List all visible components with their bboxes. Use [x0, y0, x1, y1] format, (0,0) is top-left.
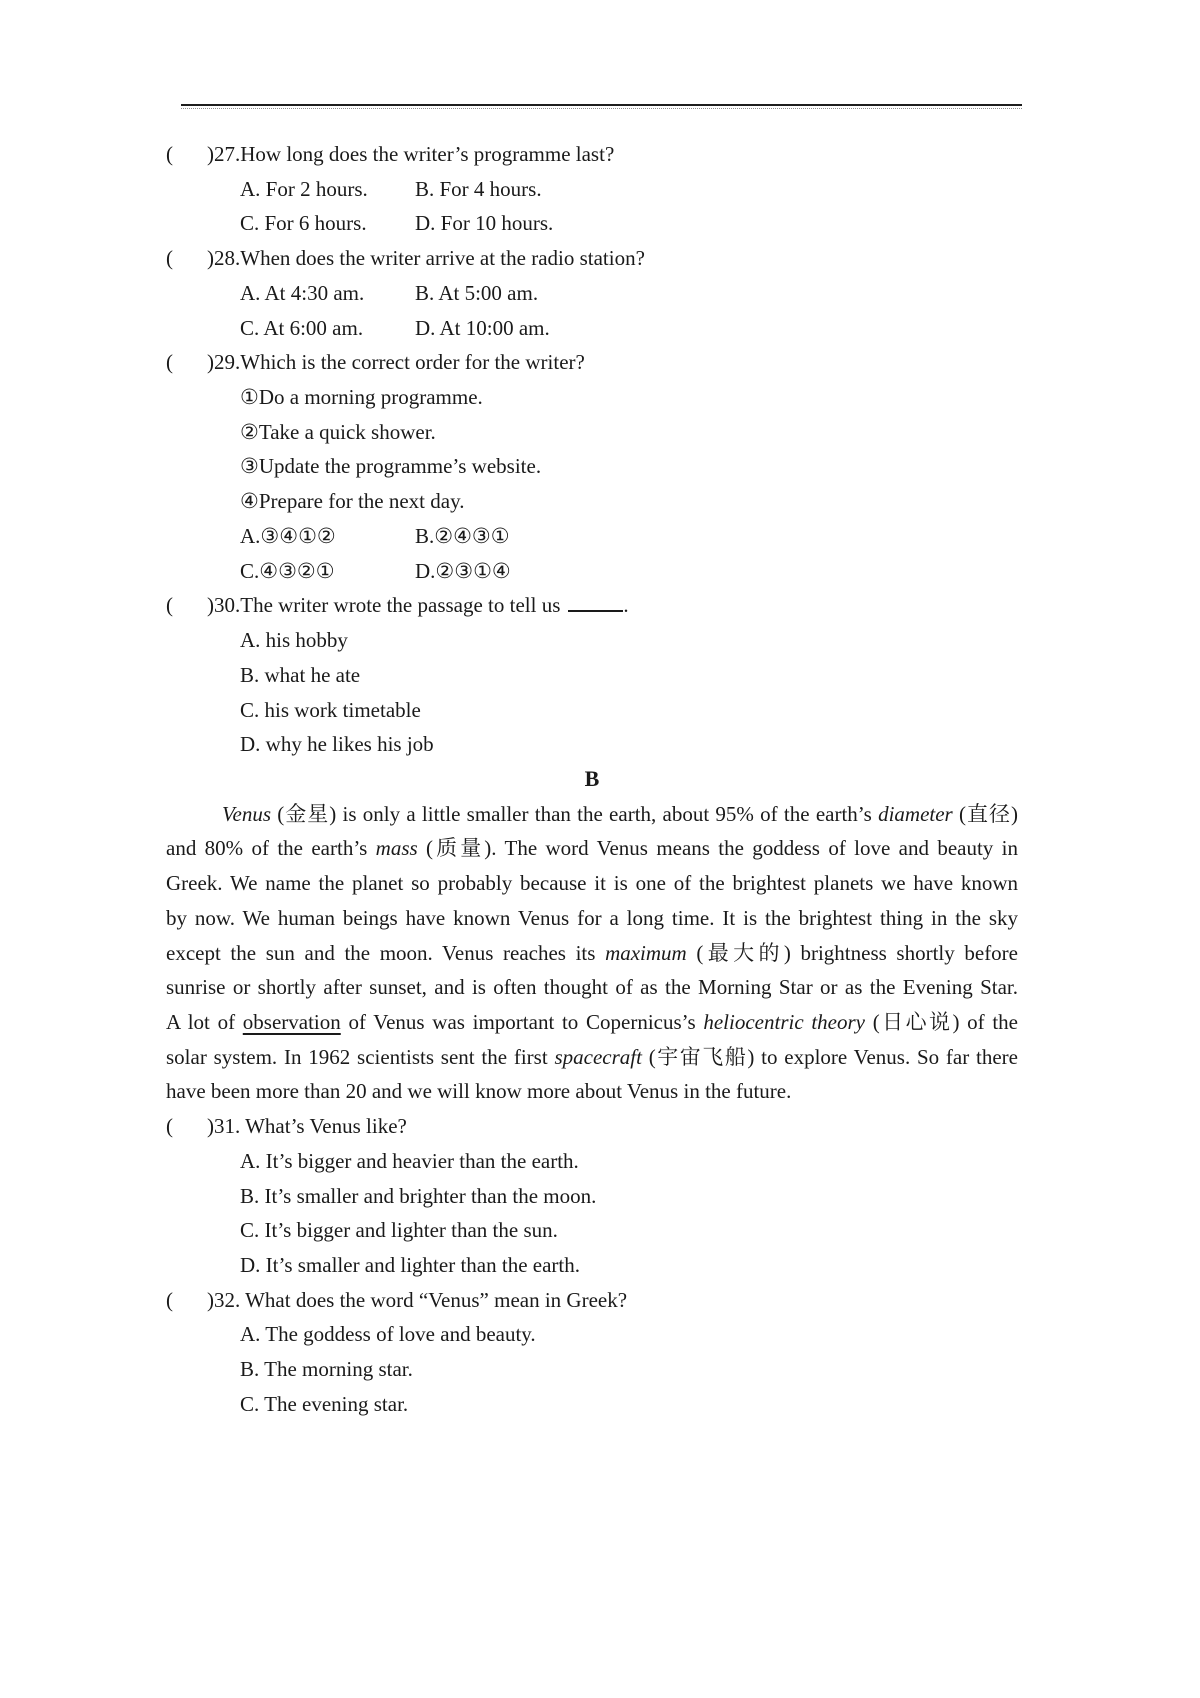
answer-blank-parens: (: [166, 246, 173, 271]
question-29-item-2: [166, 415, 1018, 450]
passage-text: (最大的) brightness shortly before: [686, 940, 1018, 965]
blank-suffix: .: [623, 593, 629, 618]
question-32-option-c: [166, 1387, 1018, 1422]
italic-term: spacecraft: [554, 1044, 642, 1069]
question-32-option-b: [166, 1352, 1018, 1387]
question-30-option-a: [166, 623, 1018, 658]
passage-line-7: [166, 1005, 1018, 1040]
question-31-option-a: [166, 1144, 1018, 1179]
option-label: C. For 6 hours.: [240, 211, 367, 236]
option-label: ④Prepare for the next day.: [240, 489, 465, 514]
option-label: B.②④③①: [415, 523, 510, 548]
question-text: )29.Which is the correct order for the writer?: [207, 350, 585, 375]
question-28-options-cd: [166, 311, 1018, 346]
option-label: C.④③②①: [240, 558, 335, 583]
option-label: A.③④①②: [240, 523, 336, 548]
question-27: [166, 137, 1018, 172]
passage-text: Greek. We name the planet so probably because it is one of the brightest planets we have known: [166, 871, 1018, 896]
question-30-option-b: [166, 658, 1018, 693]
option-label: B. For 4 hours.: [415, 176, 542, 201]
question-29: [166, 345, 1018, 380]
option-label: ③Update the programme’s website.: [240, 454, 542, 479]
passage-text: have been more than 20 and we will know more about Venus in the future.: [166, 1079, 792, 1104]
passage-text: (金星) is only a little smaller than the earth, about 95% of the earth’s: [271, 801, 879, 826]
question-text: )31. What’s Venus like?: [207, 1114, 407, 1139]
question-32-option-a: [166, 1317, 1018, 1352]
question-30-option-c: [166, 693, 1018, 728]
passage-text: by now. We human beings have known Venus for a long time. It is the brightest thing in the sky: [166, 905, 1018, 930]
italic-term: Venus: [222, 801, 271, 826]
exam-content: [166, 137, 1018, 1422]
passage-line-1: [166, 797, 1018, 832]
italic-term: heliocentric theory: [703, 1009, 865, 1034]
passage-text: (质量). The word Venus means the goddess of love and beauty in: [417, 836, 1018, 861]
question-31: [166, 1109, 1018, 1144]
italic-term: mass: [375, 836, 418, 861]
section-b-heading: B: [584, 765, 600, 791]
fill-in-blank: [568, 589, 623, 612]
passage-line-9: [166, 1074, 1018, 1109]
passage-text: except the sun and the moon. Venus reaches its: [166, 940, 606, 965]
option-label: ②Take a quick shower.: [240, 419, 436, 444]
answer-blank-parens: (: [166, 1114, 173, 1139]
passage-text: A lot of: [166, 1009, 243, 1034]
answer-blank-parens: (: [166, 350, 173, 375]
italic-term: maximum: [605, 940, 687, 965]
question-text: )28.When does the writer arrive at the radio station?: [207, 246, 645, 271]
option-label: C. It’s bigger and lighter than the sun.: [240, 1218, 558, 1243]
option-label: A. For 2 hours.: [240, 176, 368, 201]
passage-line-5: [166, 936, 1018, 971]
answer-blank-parens: (: [166, 1287, 173, 1312]
question-29-item-3: [166, 449, 1018, 484]
option-label: C. The evening star.: [240, 1391, 409, 1416]
question-29-item-4: [166, 484, 1018, 519]
option-label: B. what he ate: [240, 662, 361, 687]
question-32: [166, 1283, 1018, 1318]
passage-line-4: [166, 901, 1018, 936]
passage-text: solar system. In 1962 scientists sent the first: [166, 1044, 555, 1069]
option-label: C. his work timetable: [240, 697, 421, 722]
option-label: A. It’s bigger and heavier than the earth.: [240, 1148, 579, 1173]
option-label: D.②③①④: [415, 558, 511, 583]
underlined-term: observation: [242, 1009, 341, 1034]
passage-text: (直径): [952, 801, 1018, 826]
passage-text: and 80% of the earth’s: [166, 836, 376, 861]
question-28-options-ab: [166, 276, 1018, 311]
option-label: D. It’s smaller and lighter than the earth.: [240, 1253, 580, 1277]
passage-text: (日心说) of the: [865, 1009, 1018, 1034]
option-label: B. The morning star.: [240, 1357, 413, 1382]
option-label: B. At 5:00 am.: [415, 280, 539, 305]
option-label: A. his hobby: [240, 628, 348, 653]
passage-line-3: [166, 866, 1018, 901]
passage-line-6: [166, 970, 1018, 1005]
question-30: [166, 588, 1018, 623]
passage-line-2: [166, 831, 1018, 866]
question-31-option-b: [166, 1179, 1018, 1214]
question-28: [166, 241, 1018, 276]
italic-term: diameter: [878, 801, 953, 826]
passage-text: sunrise or shortly after sunset, and is often thought of as the Morning Star or as the Evening Star.: [166, 975, 1018, 1000]
passage-text: (宇宙飞船) to explore Venus. So far there: [641, 1044, 1018, 1069]
option-label: ①Do a morning programme.: [240, 385, 483, 410]
option-label: D. At 10:00 am.: [415, 315, 550, 340]
question-text: )27.How long does the writer’s programme last?: [207, 142, 615, 166]
option-label: A. At 4:30 am.: [240, 280, 365, 305]
option-label: C. At 6:00 am.: [240, 315, 364, 340]
question-30-option-d: [166, 727, 1018, 762]
option-label: A. The goddess of love and beauty.: [240, 1322, 536, 1347]
header-rule: [181, 104, 1022, 109]
question-text: )32. What does the word “Venus” mean in Greek?: [207, 1287, 628, 1312]
question-29-options-ab: [166, 519, 1018, 554]
question-31-option-c: [166, 1213, 1018, 1248]
question-31-option-d: [166, 1248, 1018, 1283]
passage-line-8: [166, 1040, 1018, 1075]
option-label: B. It’s smaller and brighter than the moon.: [240, 1183, 597, 1208]
question-27-options-cd: [166, 206, 1018, 241]
option-label: D. For 10 hours.: [415, 211, 554, 236]
question-27-options-ab: [166, 172, 1018, 207]
passage-text: of Venus was important to Copernicus’s: [340, 1009, 704, 1034]
question-29-item-1: [166, 380, 1018, 415]
option-label: D. why he likes his job: [240, 732, 434, 757]
answer-blank-parens: (: [166, 593, 173, 618]
question-29-options-cd: [166, 554, 1018, 589]
question-text: )30.The writer wrote the passage to tell us: [207, 593, 561, 618]
answer-blank-parens: (: [166, 142, 173, 166]
